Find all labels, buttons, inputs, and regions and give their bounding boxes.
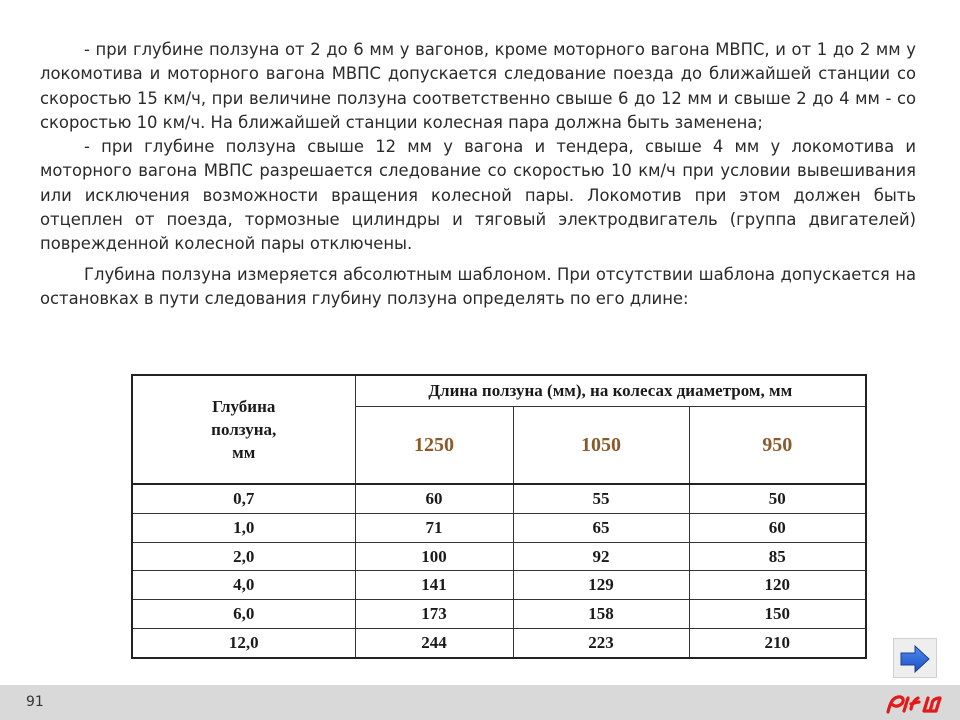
length-cell: 65 — [513, 513, 689, 542]
slip-length-table — [131, 374, 867, 659]
depth-cell: 1,0 — [132, 513, 355, 542]
length-cell: 55 — [513, 484, 689, 513]
depth-header-line-2: ползуна, — [211, 420, 277, 439]
depth-header-line-1: Глубина — [212, 397, 276, 416]
length-cell: 141 — [355, 571, 513, 600]
length-cell: 100 — [355, 542, 513, 571]
length-cell: 60 — [355, 484, 513, 513]
length-cell: 50 — [689, 484, 866, 513]
length-cell: 85 — [689, 542, 866, 571]
rzd-logo — [884, 690, 946, 716]
table-row — [132, 600, 866, 629]
diameter-header-1050: 1050 — [513, 407, 689, 485]
length-cell: 60 — [689, 513, 866, 542]
depth-cell: 0,7 — [132, 484, 355, 513]
length-cell: 92 — [513, 542, 689, 571]
length-cell: 71 — [355, 513, 513, 542]
length-cell: 223 — [513, 629, 689, 658]
depth-column-header — [132, 375, 355, 484]
length-column-header: Длина ползуна (мм), на колесах диаметром, мм — [355, 375, 866, 407]
body-text — [40, 38, 916, 311]
length-cell: 173 — [355, 600, 513, 629]
paragraph-3: Глубина ползуна измеряется абсолютным шаблоном. При отсутствии шаблона допускается на остановках в пути следования глубину ползуна определять по его длине: — [40, 264, 916, 308]
paragraph-2: - при глубине ползуна свыше 12 мм у вагона и тендера, свыше 4 мм у локомотива и моторного вагона МВПС разрешается следование со скоростью 10 км/ч при условии вывешивания или исключения возможности вращения колесной пары. Локомотив при этом должен быть отцеплен от поезда, тормозные цилиндры и тяговый электродвигатель (группа двигателей) поврежденной колесной пары отключены. — [40, 137, 916, 254]
depth-cell: 2,0 — [132, 542, 355, 571]
depth-cell: 4,0 — [132, 571, 355, 600]
arrow-right-icon — [898, 643, 932, 675]
table-row — [132, 571, 866, 600]
next-slide-button[interactable] — [893, 638, 937, 678]
table-row — [132, 629, 866, 658]
diameter-header-950: 950 — [689, 407, 866, 485]
length-cell: 150 — [689, 600, 866, 629]
table-row — [132, 484, 866, 513]
length-cell: 129 — [513, 571, 689, 600]
length-cell: 120 — [689, 571, 866, 600]
table-row — [132, 542, 866, 571]
table-row — [132, 513, 866, 542]
length-cell: 244 — [355, 629, 513, 658]
paragraph-1: - при глубине ползуна от 2 до 6 мм у вагонов, кроме моторного вагона МВПС, и от 1 до 2 мм у локомотива и моторного вагона МВПС допускается следование поезда до ближайшей станции со скоростью 15 км/ч, при величине ползуна соответственно свыше 6 до 12 мм и свыше 2 до 4 мм - со скоростью 10 км/ч. На ближайшей станции колесная пара должна быть заменена; — [40, 40, 916, 132]
footer-bar — [0, 685, 960, 720]
length-cell: 158 — [513, 600, 689, 629]
length-cell: 210 — [689, 629, 866, 658]
depth-cell: 6,0 — [132, 600, 355, 629]
page-number: 91 — [26, 694, 44, 710]
diameter-header-1250: 1250 — [355, 407, 513, 485]
depth-cell: 12,0 — [132, 629, 355, 658]
depth-header-line-3: мм — [232, 443, 256, 462]
